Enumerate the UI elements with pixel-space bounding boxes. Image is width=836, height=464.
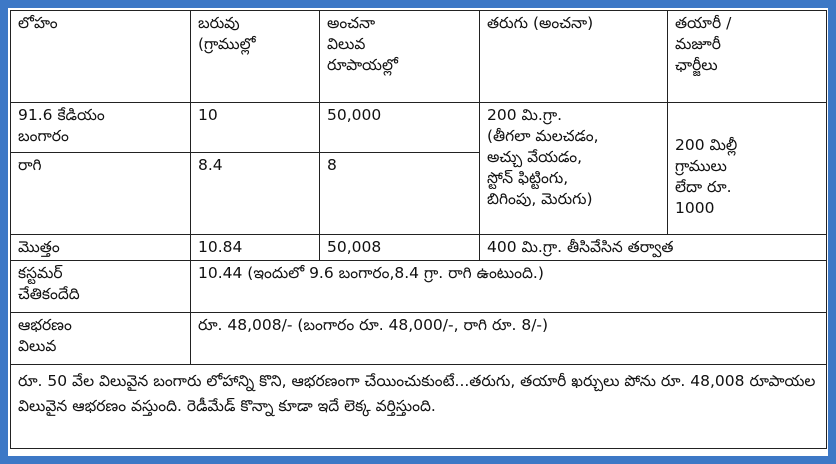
gold-value-cell: 50,000 <box>320 103 480 153</box>
header-metal: లోహం <box>11 11 191 103</box>
footer-note-row <box>11 365 827 449</box>
header-wastage: తరుగు (అంచనా) <box>480 11 668 103</box>
wastage-note-cell: 200 మి.గ్రా. (తీగలా మలచడం, అచ్చు వేయడం, స్టోన్ ఫిట్టింగు, బిగింపు, మెరుగు) <box>480 103 668 235</box>
jewel-value-amount: రూ. 48,008/- (బంగారం రూ. 48,000/-, రాగి రూ. 8/-) <box>191 313 827 365</box>
gold-row <box>11 103 827 153</box>
total-label-cell: మొత్తం <box>11 235 191 261</box>
copper-value-cell: 8 <box>320 153 480 235</box>
footer-note: రూ. 50 వేల విలువైన బంగారు లోహాన్ని కొని, ఆభరణంగా చేయించుకుంటే...తరుగు, తయారీ ఖర్చులు పోను రూ. 48,008 రూపాయల విలువైన ఆభరణం వస్తుంది. రెడీమేడ్ కొన్నా కూడా ఇదే లెక్క వర్తిస్తుంది. <box>11 365 827 449</box>
gold-weight-cell: 10 <box>191 103 320 153</box>
total-value-cell: 50,008 <box>320 235 480 261</box>
jewel-value-label: ఆభరణం విలువ <box>11 313 191 365</box>
header-row <box>11 11 827 103</box>
header-weight: బరువు (గ్రాముల్లో <box>191 11 320 103</box>
header-estimated-value: అంచనా విలువ రూపాయల్లో <box>320 11 480 103</box>
customer-gets-row <box>11 261 827 313</box>
copper-weight-cell: 8.4 <box>191 153 320 235</box>
gold-jewellery-cost-table <box>10 10 827 449</box>
customer-gets-label: కస్టమర్ చేతికందేది <box>11 261 191 313</box>
header-making-charges: తయారీ / మజూరీ ఛార్జీలు <box>668 11 827 103</box>
total-wastage-cell: 400 మి.గ్రా. తీసివేసిన తర్వాత <box>480 235 827 261</box>
copper-metal-cell: రాగి <box>11 153 191 235</box>
total-weight-cell: 10.84 <box>191 235 320 261</box>
gold-metal-cell: 91.6 కేడియం బంగారం <box>11 103 191 153</box>
making-charges-cell: 200 మిల్లీ గ్రాములు లేదా రూ. 1000 <box>668 103 827 235</box>
customer-gets-value: 10.44 (ఇందులో 9.6 బంగారం,8.4 గ్రా. రాగి ఉంటుంది.) <box>191 261 827 313</box>
total-row <box>11 235 827 261</box>
jewel-value-row <box>11 313 827 365</box>
